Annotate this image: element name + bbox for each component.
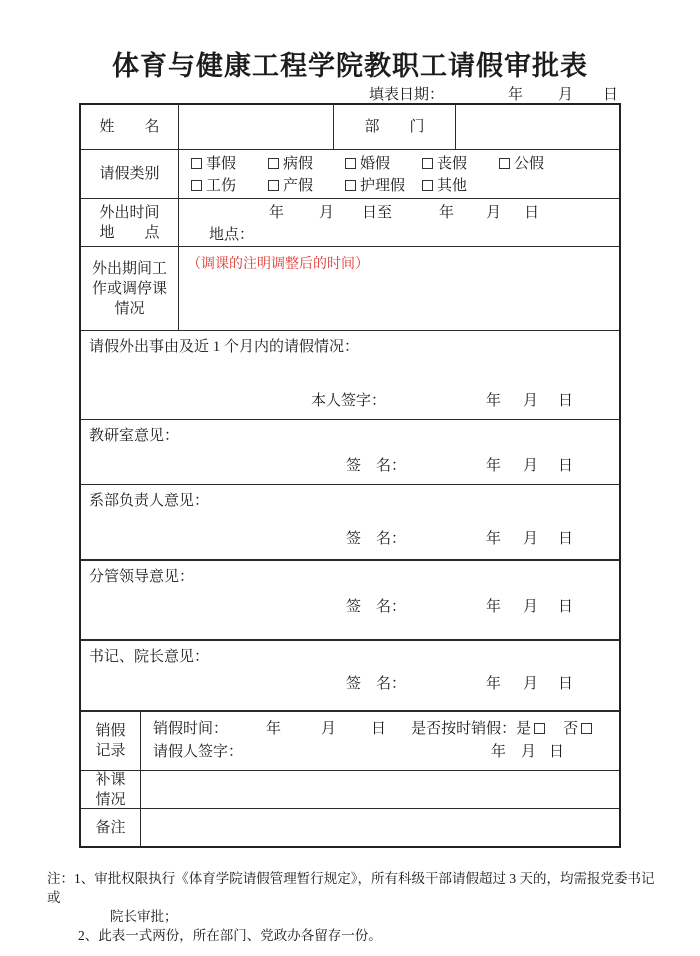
- sign-label: 签 名：: [346, 676, 407, 692]
- checkbox-icon: [422, 158, 433, 169]
- makeup-label: 补课情况: [81, 771, 141, 808]
- fill-date-month: 月: [558, 87, 574, 103]
- option-other: 其他: [422, 175, 499, 197]
- row-leave-type: [81, 149, 619, 198]
- note-line-2: 院长审批；: [110, 909, 178, 924]
- option-work-injury: 工伤: [191, 175, 268, 197]
- footer-notes: [47, 869, 655, 945]
- cancel-record-content: [141, 712, 619, 770]
- makeup-blank-field: [141, 771, 619, 808]
- option-public-leave: 公假: [499, 153, 576, 175]
- checkbox-icon: [345, 158, 356, 169]
- remark-label: 备注: [81, 809, 141, 846]
- opinion-title: 教研室意见：: [89, 428, 180, 444]
- out-time-content: [179, 199, 619, 246]
- cancel-time-line: 销假时间： 年 月 日 是否按时销假： 是 否: [153, 718, 619, 741]
- fill-date-year: 年: [508, 87, 524, 103]
- row-opinion-teaching-office: [81, 419, 619, 484]
- fill-date-day: 日: [603, 87, 619, 103]
- ontime-no: 否: [563, 718, 592, 741]
- out-place-label: 地点：: [209, 227, 255, 243]
- row-identity: [81, 105, 619, 149]
- cancel-record-label: 销假记录: [81, 712, 141, 770]
- note-line-1: 注：1、审批权限执行《体育学院请假管理暂行规定》，所有科级干部请假超过 3 天的，均需报党委书记或: [47, 871, 655, 905]
- fill-date-line: [79, 83, 621, 104]
- note-line-3: 2、此表一式两份，所在部门、党政办各留存一份。: [78, 928, 382, 943]
- dept-label: 部 门: [334, 105, 456, 149]
- option-sick-leave: 病假: [268, 153, 345, 175]
- work-arrangement-label: 外出期间工作或调停课情况: [81, 247, 179, 330]
- option-bereavement-leave: 丧假: [422, 153, 499, 175]
- form-table: [79, 103, 621, 848]
- checkbox-icon: [345, 180, 356, 191]
- row-opinion-department-head: [81, 484, 619, 559]
- leave-type-line1: [191, 153, 619, 175]
- option-personal-leave: 事假: [191, 153, 268, 175]
- opinion-title: 系部负责人意见：: [89, 493, 210, 509]
- row-work-arrangement: [81, 246, 619, 330]
- leave-type-line2: [191, 175, 619, 197]
- row-reason: [81, 330, 619, 419]
- fill-date-label: 填表日期：: [369, 87, 445, 103]
- cancel-signer-line: 请假人签字： 年 月 日: [153, 741, 619, 764]
- checkbox-icon: [581, 723, 592, 734]
- row-out-time: [81, 198, 619, 246]
- checkbox-icon: [534, 723, 545, 734]
- reason-title: 请假外出事由及近 1 个月内的请假情况：: [89, 339, 360, 355]
- sign-label: 签 名：: [346, 531, 407, 547]
- checkbox-icon: [268, 158, 279, 169]
- cancel-time-label: 销假时间：: [153, 721, 229, 737]
- option-marriage-leave: 婚假: [345, 153, 422, 175]
- signature-line: 签 名： 年 月 日: [346, 676, 574, 692]
- work-arrangement-red-note: （调课的注明调整后的时间）: [187, 257, 369, 272]
- out-time-label: 外出时间 地 点: [81, 199, 179, 246]
- leave-type-label: 请假类别: [81, 150, 179, 198]
- checkbox-icon: [499, 158, 510, 169]
- signature-line: 签 名： 年 月 日: [346, 599, 574, 615]
- signature-line: 签 名： 年 月 日: [346, 458, 574, 474]
- option-nursing-leave: 护理假: [345, 175, 422, 197]
- row-remark: [81, 808, 619, 846]
- checkbox-icon: [268, 180, 279, 191]
- name-blank-field: [179, 105, 334, 149]
- option-maternity-leave: 产假: [268, 175, 345, 197]
- self-signature-line: 本人签字： 年 月 日: [311, 393, 574, 409]
- opinion-title: 书记、院长意见：: [89, 649, 210, 665]
- row-cancel-record: [81, 710, 619, 770]
- checkbox-icon: [422, 180, 433, 191]
- sign-label: 签 名：: [346, 599, 407, 615]
- row-makeup-lessons: [81, 770, 619, 808]
- sign-label: 签 名：: [346, 458, 407, 474]
- ontime-label: 是否按时销假：: [411, 721, 517, 737]
- leave-type-options: [179, 150, 619, 198]
- form-title: 体育与健康工程学院教职工请假审批表: [112, 51, 588, 81]
- cancel-signer-label: 请假人签字：: [153, 744, 244, 760]
- opinion-title: 分管领导意见：: [89, 569, 195, 585]
- row-opinion-supervising-leader: [81, 559, 619, 639]
- name-label: 姓 名: [81, 105, 179, 149]
- remark-blank-field: [141, 809, 619, 846]
- ontime-yes: 是: [516, 718, 545, 741]
- self-sign-label: 本人签字：: [311, 393, 387, 409]
- signature-line: 签 名： 年 月 日: [346, 531, 574, 547]
- out-time-dates: 年 月 日至 年 月 日: [269, 205, 540, 221]
- checkbox-icon: [191, 158, 202, 169]
- checkbox-icon: [191, 180, 202, 191]
- dept-blank-field: [456, 105, 619, 149]
- row-opinion-secretary-dean: [81, 639, 619, 710]
